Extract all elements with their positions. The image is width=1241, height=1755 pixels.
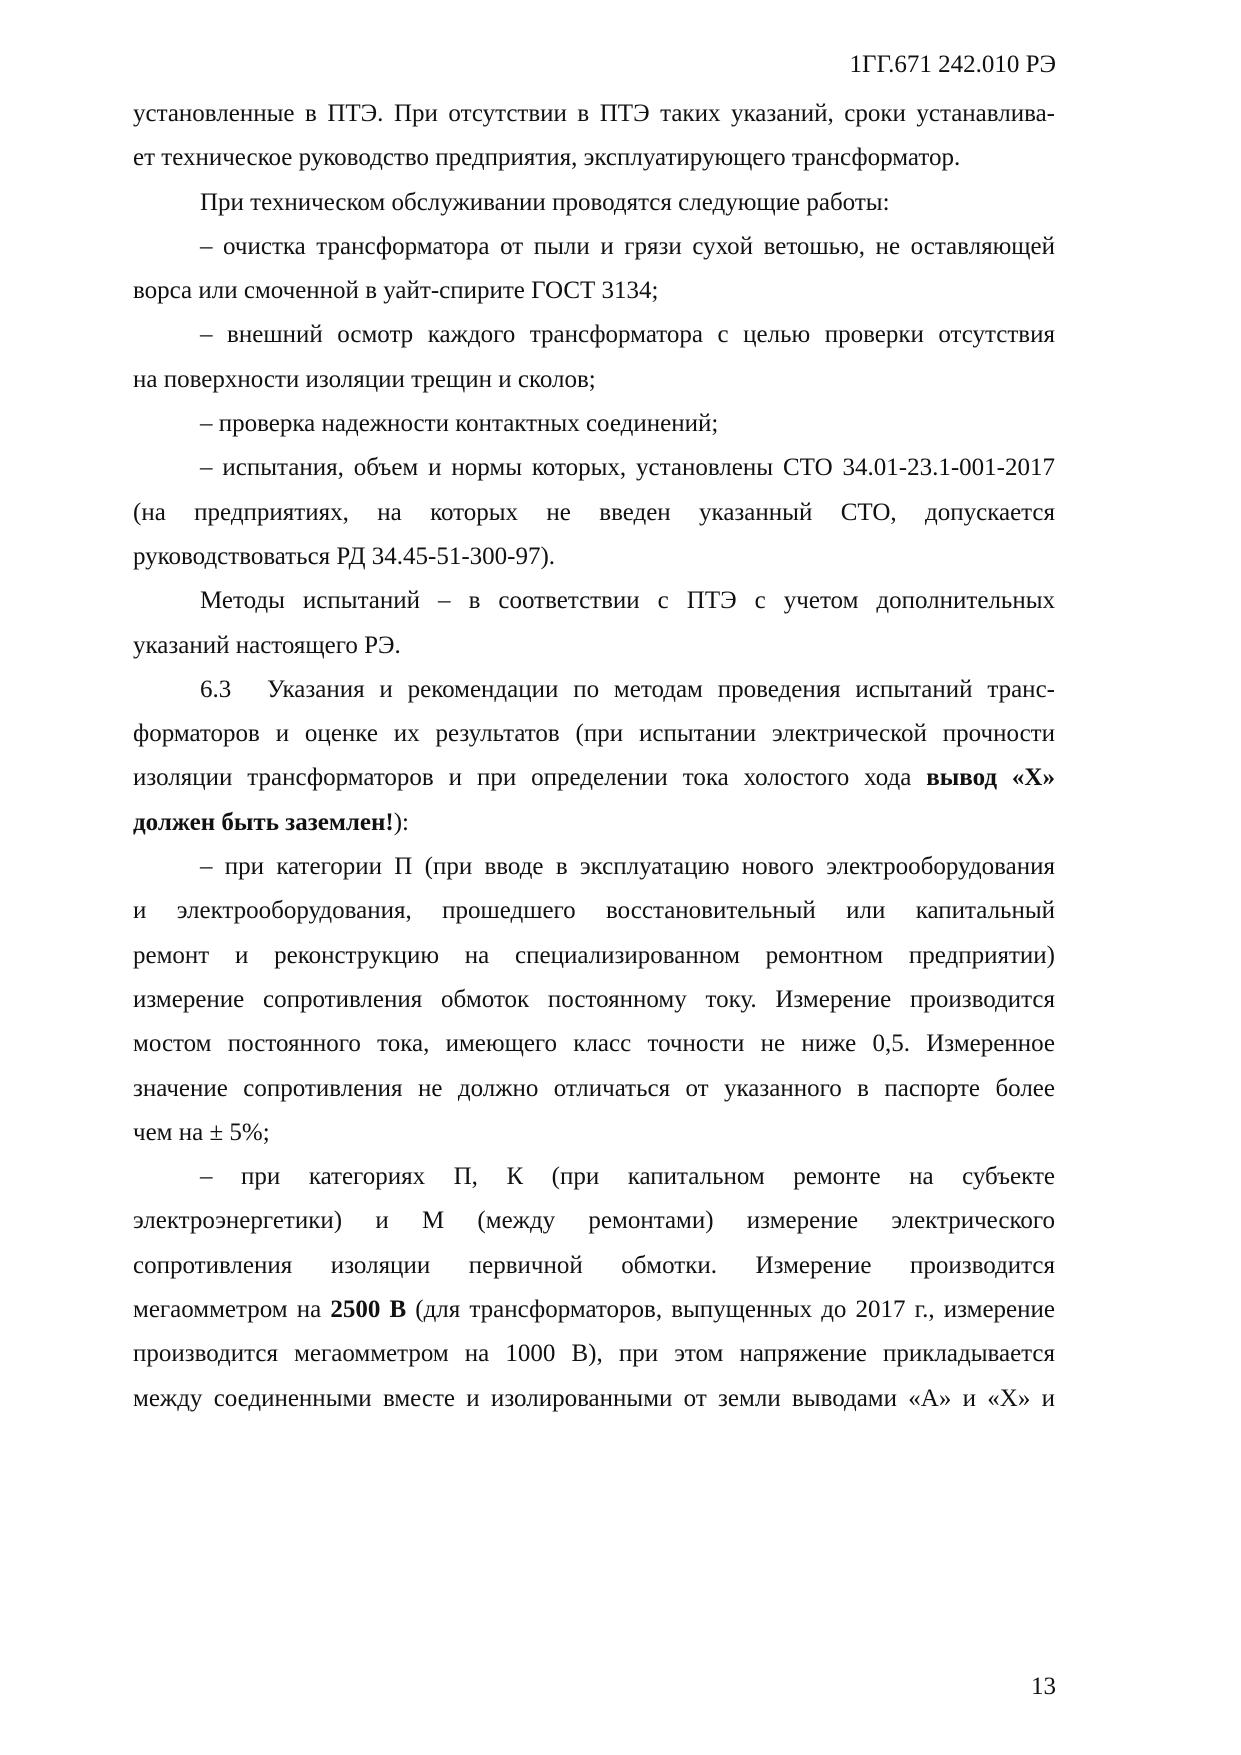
text-line: установленные в ПТЭ. При отсутствии в ПТЭ таких указаний, сроки устанавлива- [133, 100, 1055, 127]
list-item-line: между соединенными вместе и изолированными от земли выводами «А» и «Х» и [133, 1384, 1055, 1412]
list-item-line: – проверка надежности контактных соединений; [200, 410, 719, 438]
text-span: мегаомметром на [133, 1296, 331, 1324]
bold-voltage: 2500 В [330, 1296, 407, 1324]
document-body [133, 92, 1055, 1421]
list-item-line: электроэнергетики) и М (между ремонтами) измерение электрического [133, 1207, 1055, 1235]
text-line: Методы испытаний – в соответствии с ПТЭ с учетом дополнительных [200, 587, 1055, 615]
list-item-line: ремонт и реконструкцию на специализированном ремонтном предприятии) [133, 941, 1055, 969]
bold-warning: вывод «Х» [926, 764, 1055, 792]
list-item-line: на поверхности изоляции трещин и сколов; [133, 365, 596, 393]
list-item-line: – при категориях П, К (при капитальном ремонте на субъекте [200, 1163, 1055, 1191]
list-item-line: (на предприятиях, на которых не введен указанный СТО, допускается [133, 498, 1055, 526]
section-number: 6.3 [200, 675, 232, 703]
list-item-line: значение сопротивления не должно отличаться от указанного в паспорте более [133, 1074, 1055, 1102]
text-line [133, 801, 1055, 845]
page-number: 13 [1031, 1673, 1056, 1700]
document-code: 1ГГ.671 242.010 РЭ [849, 51, 1056, 78]
section-text: Указания и рекомендации по методам проведения испытаний транс- [267, 675, 1055, 703]
text-span: ): [393, 808, 410, 836]
list-item-line: – при категории П (при вводе в эксплуатацию нового электрооборудования [200, 853, 1055, 881]
list-item-line [133, 1288, 1055, 1332]
list-item-line: чем на ± 5%; [133, 1118, 270, 1146]
list-item-line: измерение сопротивления обмоток постоянному току. Измерение производится [133, 985, 1055, 1013]
list-item-line: руководствоваться РД 34.45-51-300-97). [133, 542, 556, 570]
text-span: изоляции трансформаторов и при определении тока холостого хода [133, 764, 927, 792]
list-item-line: – испытания, объем и нормы которых, установлены СТО 34.01-23.1-001-2017 [200, 454, 1055, 482]
text-line: указаний настоящего РЭ. [133, 631, 401, 659]
text-line [133, 756, 1055, 800]
list-item-line: ворса или смоченной в уайт-спирите ГОСТ 3134; [133, 277, 659, 305]
text-span: (для трансформаторов, выпущенных до 2017 г., измерение [406, 1296, 1056, 1324]
list-item-line: – внешний осмотр каждого трансформатора с целью проверки отсутствия [200, 321, 1055, 349]
text-line: форматоров и оценке их результатов (при испытании электрической прочности [133, 720, 1055, 748]
text-line: ет техническое руководство предприятия, эксплуатирующего трансформатор. [133, 144, 961, 172]
list-item-line: мостом постоянного тока, имеющего класс точности не ниже 0,5. Измеренное [133, 1030, 1055, 1058]
bold-warning: должен быть заземлен! [133, 808, 394, 836]
list-item-line: и электрооборудования, прошедшего восстановительный или капитальный [133, 897, 1055, 925]
section-heading-line [133, 668, 1055, 712]
list-item-line: – очистка трансформатора от пыли и грязи сухой ветошью, не оставляющей [200, 232, 1055, 260]
text-line: При техническом обслуживании проводятся следующие работы: [200, 188, 890, 216]
list-item-line: сопротивления изоляции первичной обмотки. Измерение производится [133, 1251, 1055, 1279]
list-item-line: производится мегаомметром на 1000 В), при этом напряжение прикладывается [133, 1340, 1055, 1368]
